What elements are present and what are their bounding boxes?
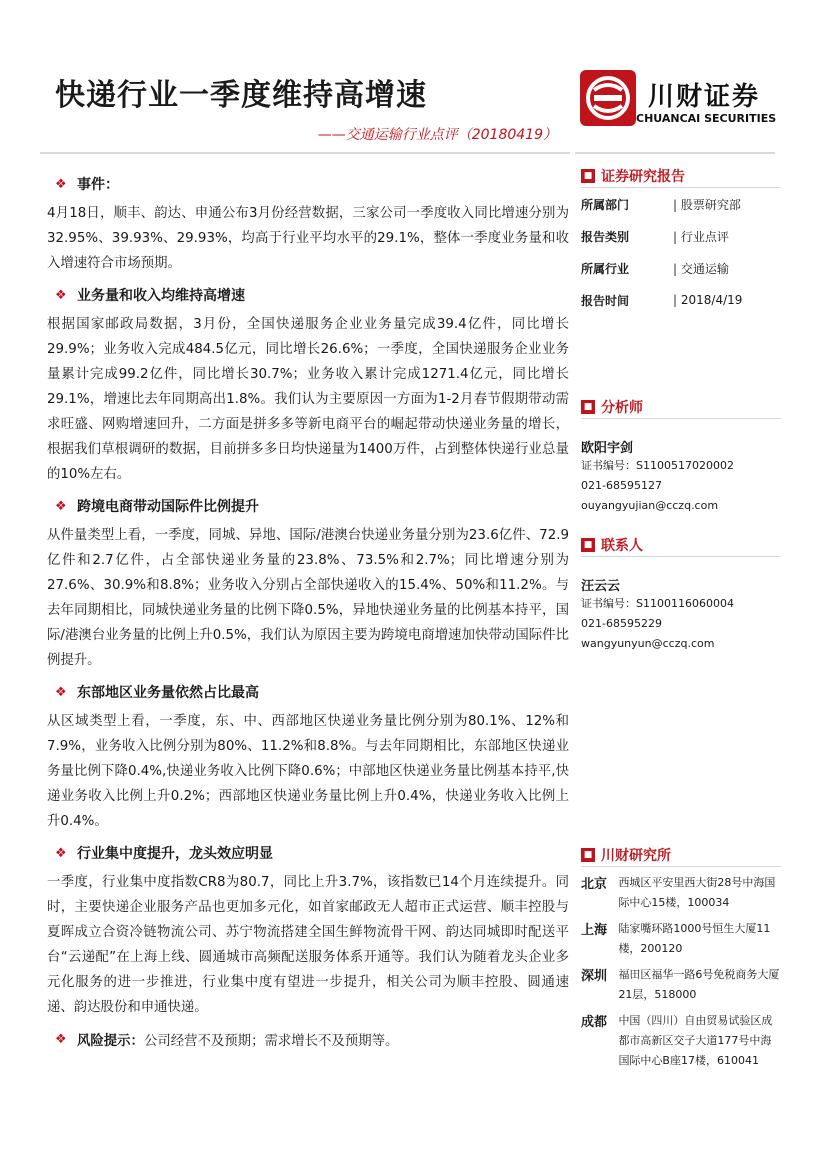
contact-email[interactable]: wangyunyun@cczq.com xyxy=(581,637,715,650)
diamond-bullet-icon: ❖ xyxy=(55,176,67,192)
square-bullet-icon: ■ xyxy=(581,538,595,552)
diamond-bullet-icon: ❖ xyxy=(55,684,67,700)
square-bullet-icon: ■ xyxy=(581,848,595,862)
office-address: 上海 陆家嘴环路1000号恒生大厦11楼，200120 xyxy=(581,922,771,955)
section-heading: ❖ 业务量和收入均维持高增速 xyxy=(55,287,245,304)
contact-heading: ■ 联系人 xyxy=(581,534,781,557)
analyst-name: 欧阳宇剑 xyxy=(581,441,634,456)
office-address: 成都 中国（四川）自由贸易试验区成都市高新区交子大道177号中海国际中心B座17楼，610041 xyxy=(581,1014,773,1067)
section-body: 从件量类型上看，一季度，同城、异地、国际/港澳台快递业务量分别为23.6亿件、72.9亿件和2.7亿件，占全部快递业务量的23.8%、73.5%和2.7%；同比增速分别为27.6%、30.9%和8.8%；业务收入分别占全部快递收入的15.4%、50%和11.2%。与去年同期相比，同城快递业务量的比例下降0.5%，异地快递业务量的比例基本持平，国际/港澳台业务量的比例上升0.5%，我们认为原因主要为跨境电商增速加快带动国际件比例提升。 xyxy=(47,528,569,668)
section-heading: ❖ 行业集中度提升，龙头效应明显 xyxy=(55,845,273,862)
info-row: 所属部门 | 股票研究部 xyxy=(581,188,781,220)
page-title: 快递行业一季度维持高增速 xyxy=(55,78,427,113)
diamond-bullet-icon: ❖ xyxy=(55,498,67,514)
contact-phone: 021-68595229 xyxy=(581,617,662,630)
logo-text-cn: 川财证券 xyxy=(648,82,761,112)
office-address: 深圳 福田区福华一路6号免税商务大厦21层，518000 xyxy=(581,968,780,1001)
section-body: 从区域类型上看，一季度，东、中、西部地区快递业务量比例分别为80.1%、12%和7.9%，业务收入比例分别为80%、11.2%和8.8%。与去年同期相比，东部地区快递业务量比例下降0.4%,快递业务收入比例下降0.6%；中部地区快递业务量比例基本持平,快递业务收入比例上升0.2%；西部地区快递业务量比例上升0.4%，快递业务收入比例上升0.4%。 xyxy=(47,714,569,829)
office-address: 北京 西城区平安里西大街28号中海国际中心15楼，100034 xyxy=(581,876,776,909)
info-row: 所属行业 | 交通运输 xyxy=(581,252,781,284)
main-content xyxy=(47,165,569,1052)
section-heading: ❖ 跨境电商带动国际件比例提升 xyxy=(55,498,259,515)
risk-warning: ❖ 风险提示： 公司经营不及预期；需求增长不及预期等。 xyxy=(55,1031,399,1049)
info-row: 报告时间 | 2018/4/19 xyxy=(581,284,781,316)
sidebar xyxy=(581,165,781,1071)
logo-icon xyxy=(580,70,636,126)
divider xyxy=(575,152,775,154)
square-bullet-icon: ■ xyxy=(581,169,595,183)
analyst-cert: 证书编号：S1100517020002 xyxy=(581,459,734,472)
company-logo xyxy=(580,70,777,130)
institute-heading: ■ 川财研究所 xyxy=(581,844,781,867)
section-body: 根据国家邮政局数据，3月份，全国快递服务企业业务量完成39.4亿件，同比增长29.9%；业务收入完成484.5亿元，同比增长26.6%；一季度，全国快递服务企业业务量累计完成99.2亿件，同比增长30.7%；业务收入累计完成1271.4亿元，同比增长29.1%，增速比去年同期高出1.8%。我们认为主要原因一方面为1-2月春节假期带动需求旺盛、网购增速回升，二方面是拼多多等新电商平台的崛起带动快递业务量的增长，根据我们草根调研的数据，目前拼多多日均快递量为1400万件，占到整体快递行业总量的10%左右。 xyxy=(47,317,569,482)
contact-cert: 证书编号：S1100116060004 xyxy=(581,597,734,610)
section-heading: ❖ 事件： xyxy=(55,176,119,193)
report-type-heading: ■ 证券研究报告 xyxy=(581,165,781,188)
divider xyxy=(40,152,570,154)
page-subtitle: ——交通运输行业点评（20180419） xyxy=(317,127,557,143)
contact-name: 汪云云 xyxy=(581,579,621,594)
diamond-bullet-icon: ❖ xyxy=(55,287,67,303)
logo-text-en: CHUANCAI SECURITIES xyxy=(636,112,777,125)
analyst-heading: ■ 分析师 xyxy=(581,396,781,419)
section-body: 4月18日，顺丰、韵达、申通公布3月份经营数据，三家公司一季度收入同比增速分别为32.95%、39.93%、29.93%，均高于行业平均水平的29.1%，整体一季度业务量和收入增速符合市场预期。 xyxy=(47,206,569,271)
analyst-email[interactable]: ouyangyujian@cczq.com xyxy=(581,499,719,512)
analyst-phone: 021-68595127 xyxy=(581,479,662,492)
square-bullet-icon: ■ xyxy=(581,400,595,414)
diamond-bullet-icon: ❖ xyxy=(55,1031,67,1047)
section-heading: ❖ 东部地区业务量依然占比最高 xyxy=(55,684,259,701)
info-row: 报告类别 | 行业点评 xyxy=(581,220,781,252)
diamond-bullet-icon: ❖ xyxy=(55,845,67,861)
section-body: 一季度，行业集中度指数CR8为80.7，同比上升3.7%，该指数已14个月连续提升。同时，主要快递企业服务产品也更加多元化，如首家邮政无人超市正式运营、顺丰控股与夏晖成立合资冷链物流公司、苏宁物流搭建全国生鲜物流骨干网、韵达同城即时配送平台“云递配”在上海上线、圆通城市高频配送服务体系开通等。我们认为随着龙头企业多元化服务的进一步推进，行业集中度有望进一步提升，相关公司为顺丰控股、圆通速递、韵达股份和申通快递。 xyxy=(47,875,569,1015)
